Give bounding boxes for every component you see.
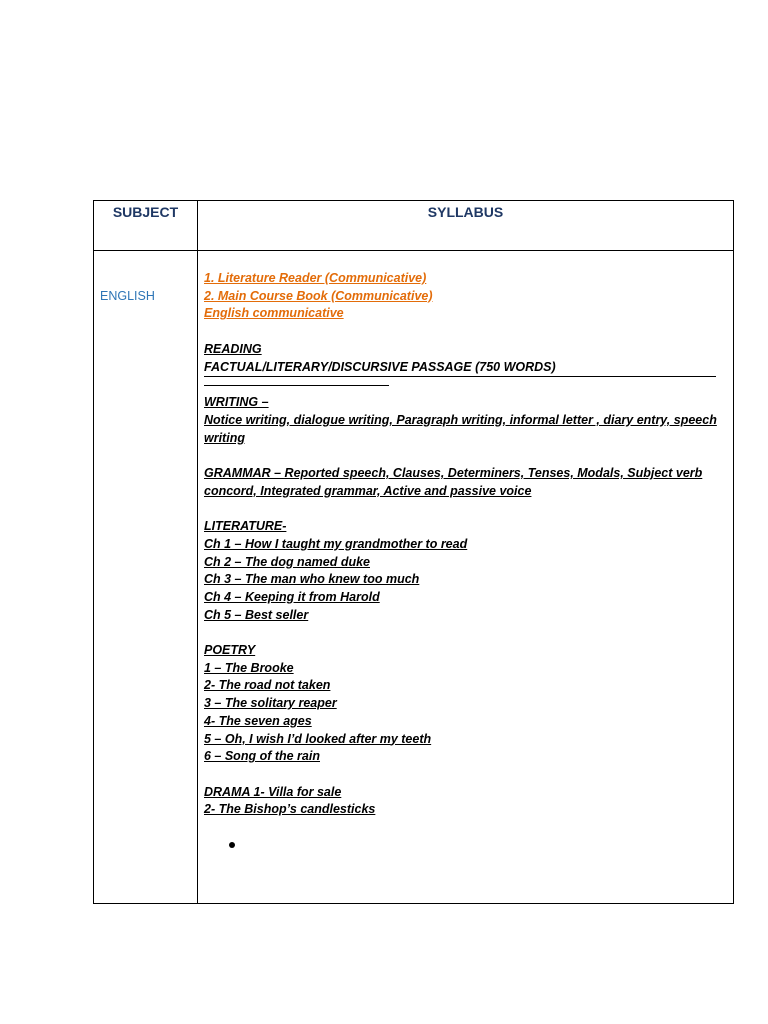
syllabus-content bbox=[204, 270, 726, 819]
poetry-item: 2- The road not taken bbox=[204, 678, 331, 693]
poetry-item: 1 – The Brooke bbox=[204, 660, 294, 675]
literature-chapter: Ch 2 – The dog named duke bbox=[204, 554, 370, 569]
subject-name: ENGLISH bbox=[100, 289, 155, 303]
literature-chapter: Ch 4 – Keeping it from Harold bbox=[204, 589, 380, 604]
subject-column-header: SUBJECT bbox=[112, 204, 179, 220]
syllabus-table bbox=[93, 200, 734, 904]
literature-chapter: Ch 1 – How I taught my grandmother to read bbox=[204, 536, 468, 551]
literature-chapter: Ch 3 – The man who knew too much bbox=[204, 572, 420, 587]
poetry-heading: POETRY bbox=[204, 643, 256, 657]
blank-rule-line bbox=[204, 377, 389, 386]
drama-item: DRAMA 1- Villa for sale bbox=[204, 784, 342, 799]
book-item: English communicative bbox=[204, 306, 344, 321]
drama-item: 2- The Bishop’s candlesticks bbox=[204, 802, 376, 817]
poetry-item: 4- The seven ages bbox=[204, 713, 312, 728]
reading-detail-text: FACTUAL/LITERARY/DISCURSIVE PASSAGE (750 WORDS) bbox=[204, 359, 716, 378]
reading-heading: READING bbox=[204, 341, 262, 356]
writing-detail: Notice writing, dialogue writing, Paragraph writing, informal letter , diary entry, speech writing bbox=[204, 412, 717, 445]
column-divider bbox=[197, 201, 198, 903]
syllabus-column-header: SYLLABUS bbox=[427, 204, 504, 220]
reading-detail bbox=[204, 359, 726, 378]
poetry-item: 5 – Oh, I wish I’d looked after my teeth bbox=[204, 731, 432, 746]
header-row-divider bbox=[94, 250, 733, 251]
poetry-item: 6 – Song of the rain bbox=[204, 749, 320, 764]
book-item: 1. Literature Reader (Communicative) bbox=[204, 271, 427, 285]
literature-chapter: Ch 5 – Best seller bbox=[204, 607, 309, 622]
poetry-item: 3 – The solitary reaper bbox=[204, 696, 337, 711]
grammar-section: GRAMMAR – Reported speech, Clauses, Determiners, Tenses, Modals, Subject verb concord, Integrated grammar, Active and passive voice bbox=[204, 466, 703, 498]
writing-heading: WRITING – bbox=[204, 395, 269, 410]
bullet-point bbox=[229, 842, 235, 848]
book-item: 2. Main Course Book (Communicative) bbox=[204, 288, 433, 303]
literature-heading: LITERATURE- bbox=[204, 519, 287, 534]
